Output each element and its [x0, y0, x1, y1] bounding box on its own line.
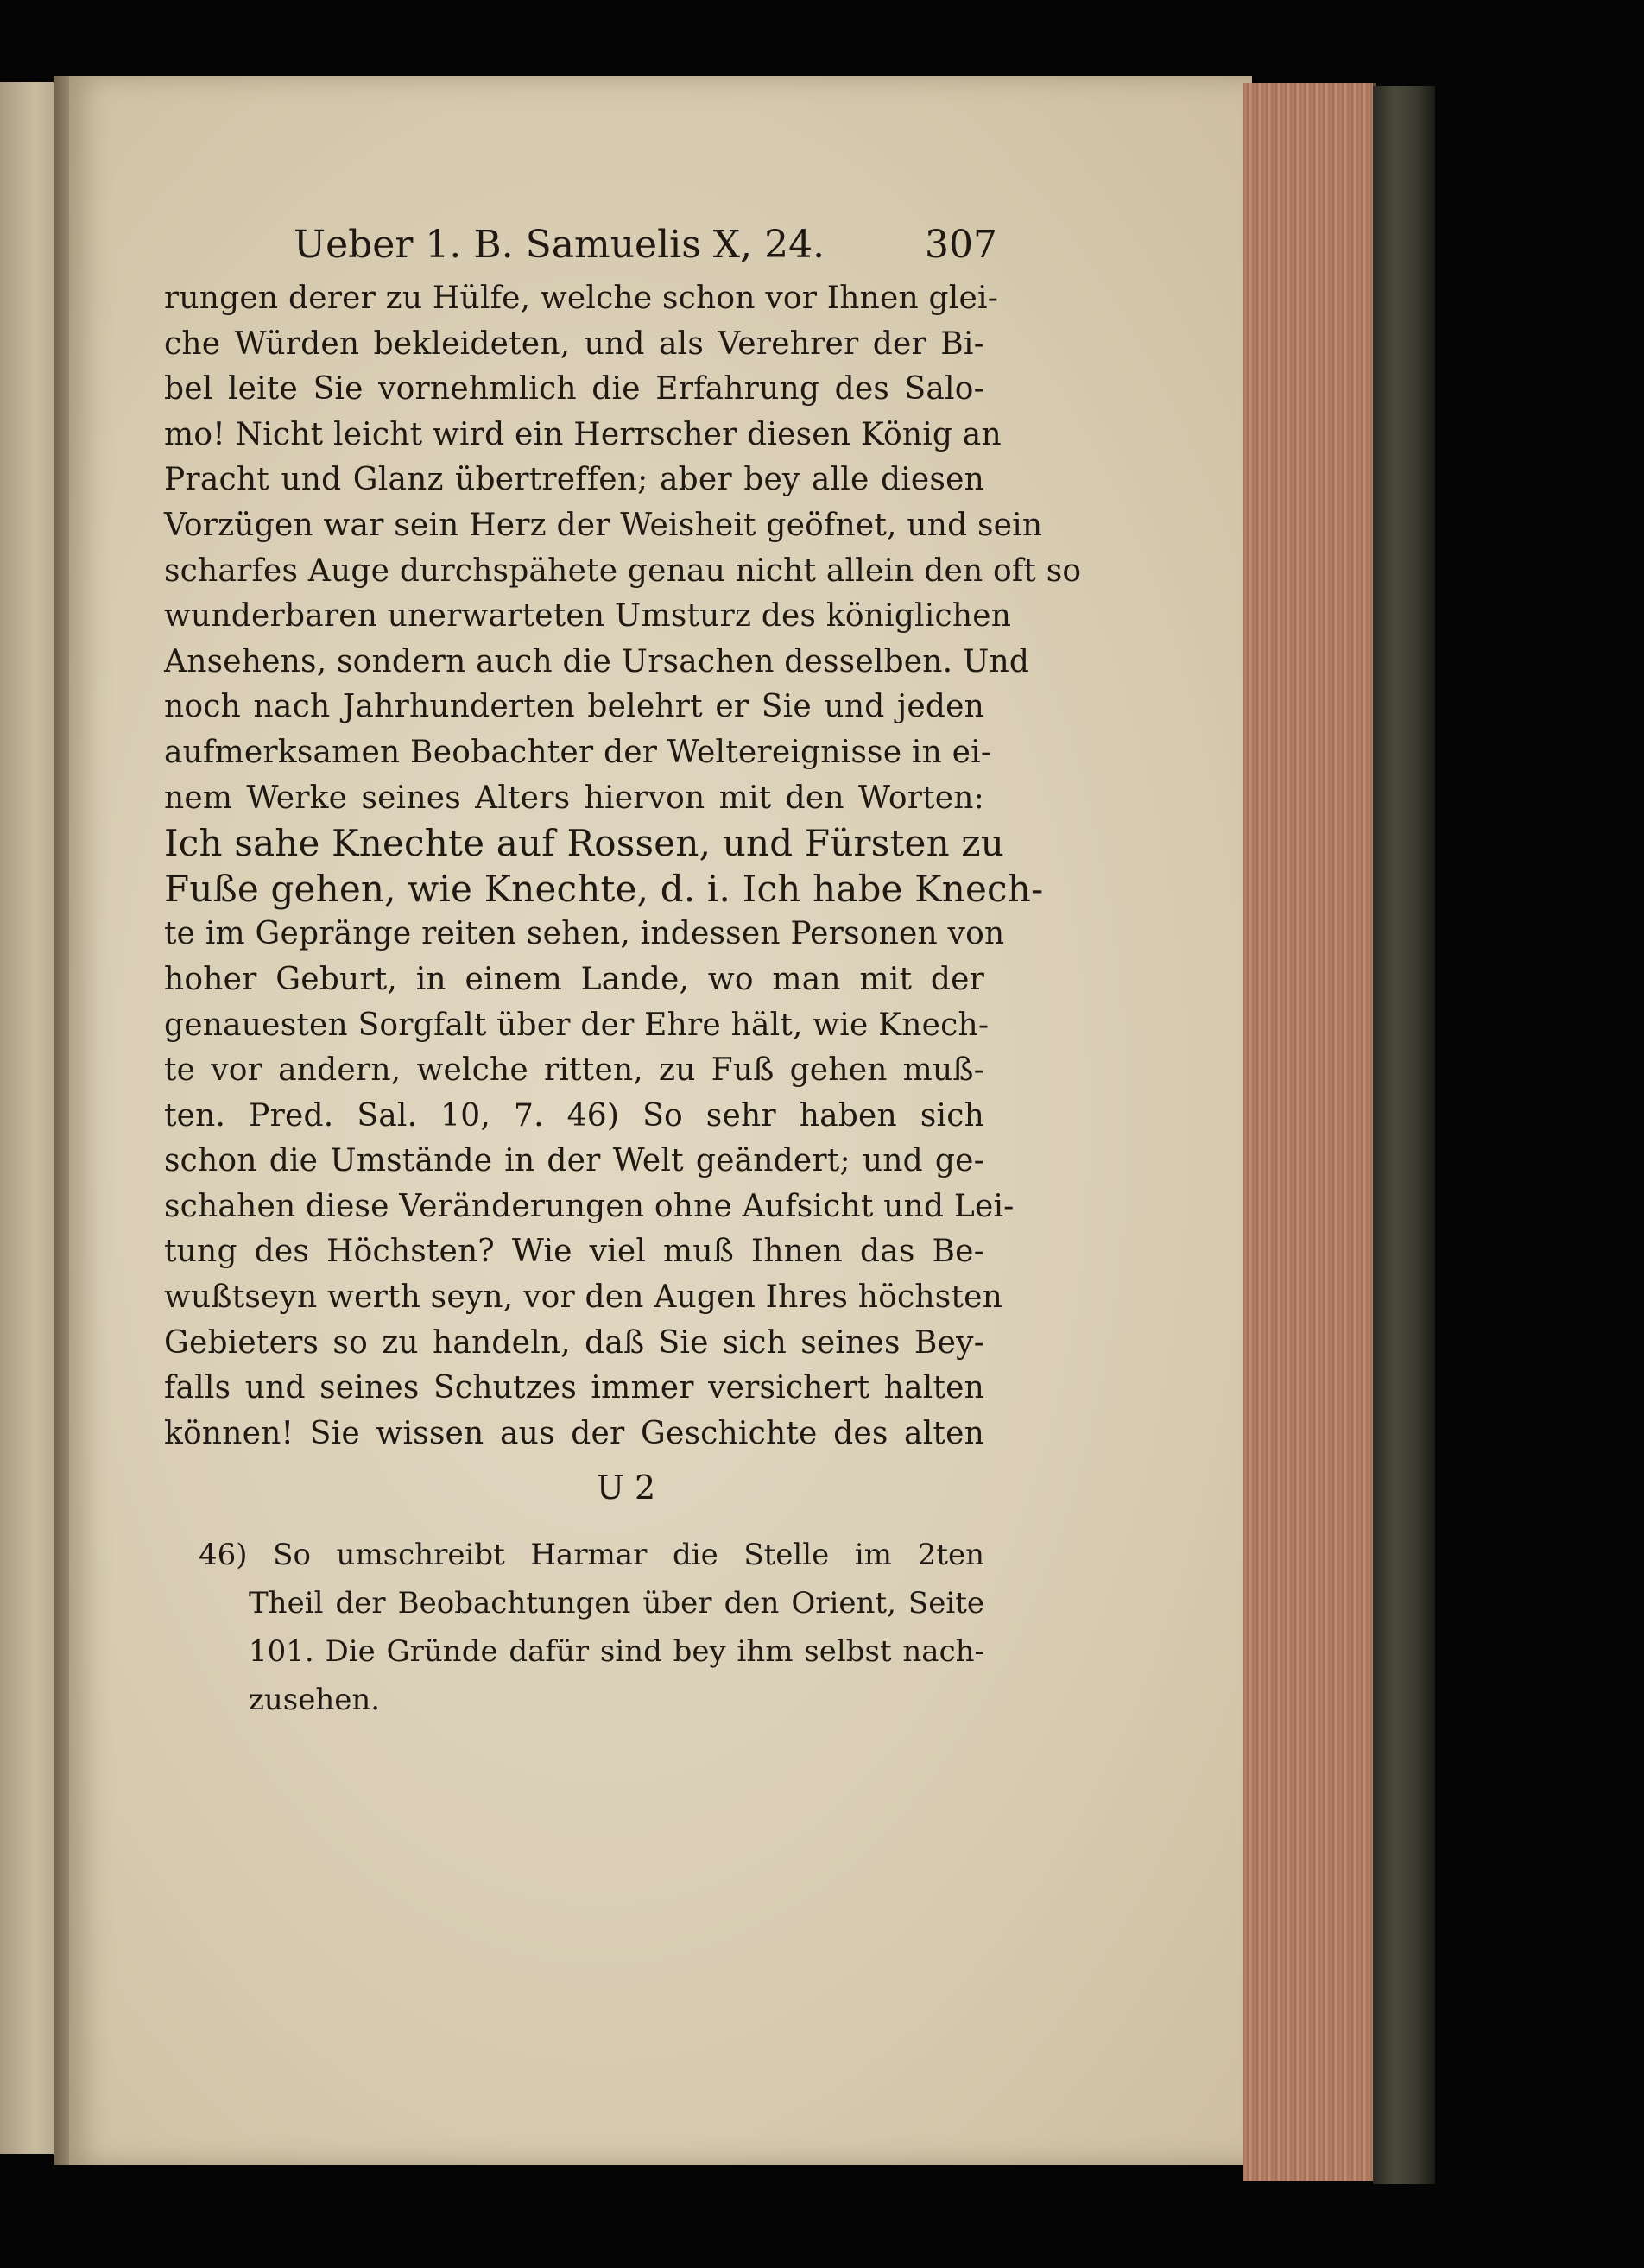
text-line: noch nach Jahrhunderten belehrt er Sie und jeden [164, 689, 984, 725]
text-line: Vorzügen war sein Herz der Weisheit geöfnet, und sein [164, 507, 1043, 543]
text-line: tung des Höchsten? Wie viel muß Ihnen das Be- [164, 1234, 984, 1270]
text-line: hoher Geburt, in einem Lande, wo man mit der [164, 961, 984, 997]
text-line: schon die Umstände in der Welt geändert; und ge- [164, 1143, 984, 1179]
running-title: Ueber 1. B. Samuelis X, 24. [294, 223, 825, 267]
quotation-line: Ich sahe Knechte auf Rossen, und Fürsten zu [164, 822, 1004, 865]
text-line: mo! Nicht leicht wird ein Herrscher diesen König an [164, 416, 1002, 452]
text-line: schahen diese Veränderungen ohne Aufsicht und Lei- [164, 1188, 1015, 1224]
text-line: scharfes Auge durchspähete genau nicht allein den oft so [164, 553, 1082, 589]
page-edges [1243, 83, 1376, 2181]
text-line: können! Sie wissen aus der Geschichte des alten [164, 1415, 984, 1451]
footnote-line: 101. Die Gründe dafür sind bey ihm selbst nach- [249, 1634, 984, 1670]
text-line: nem Werke seines Alters hiervon mit den Worten: [164, 780, 984, 816]
text-line: te im Gepränge reiten sehen, indessen Personen von [164, 916, 1005, 952]
facing-page-edge [0, 82, 59, 2154]
quotation-line: Fuße gehen, wie Knechte, d. i. Ich habe Knech- [164, 867, 1044, 910]
text-line: falls und seines Schutzes immer versichert halten [164, 1370, 984, 1406]
text-line: Gebieters so zu handeln, daß Sie sich seines Bey- [164, 1324, 984, 1361]
footnote-block [164, 1531, 984, 1724]
text-line: wunderbaren unerwarteten Umsturz des königlichen [164, 598, 1012, 635]
footnote-line: Theil der Beobachtungen über den Orient, Seite [249, 1586, 984, 1621]
text-line: Ansehens, sondern auch die Ursachen desselben. Und [164, 643, 1030, 679]
text-line: genauesten Sorgfalt über der Ehre hält, wie Knech- [164, 1007, 990, 1043]
book-cover-edge [1373, 86, 1435, 2184]
text-line: bel leite Sie vornehmlich die Erfahrung des Salo- [164, 371, 984, 407]
text-line: rungen derer zu Hülfe, welche schon vor Ihnen glei- [164, 281, 999, 316]
text-line: te vor andern, welche ritten, zu Fuß gehen muß- [164, 1052, 984, 1089]
body-text [164, 276, 1082, 1456]
page-number: 307 [925, 223, 997, 267]
text-line: che Würden bekleideten, und als Verehrer der Bi- [164, 325, 984, 362]
text-line: aufmerksamen Beobachter der Weltereignisse in ei- [164, 734, 992, 770]
text-line: wußtseyn werth seyn, vor den Augen Ihres höchsten [164, 1279, 1002, 1316]
running-header [294, 223, 997, 276]
footnote-line: 46) So umschreibt Harmar die Stelle im 2ten [199, 1538, 984, 1573]
text-line: Pracht und Glanz übertreffen; aber bey alle diesen [164, 462, 984, 498]
footnote-line: zusehen. [249, 1683, 381, 1718]
signature-mark: U 2 [596, 1469, 656, 1507]
text-line: ten. Pred. Sal. 10, 7. 46) So sehr haben sich [164, 1097, 984, 1134]
page-text-block [164, 223, 1082, 1724]
